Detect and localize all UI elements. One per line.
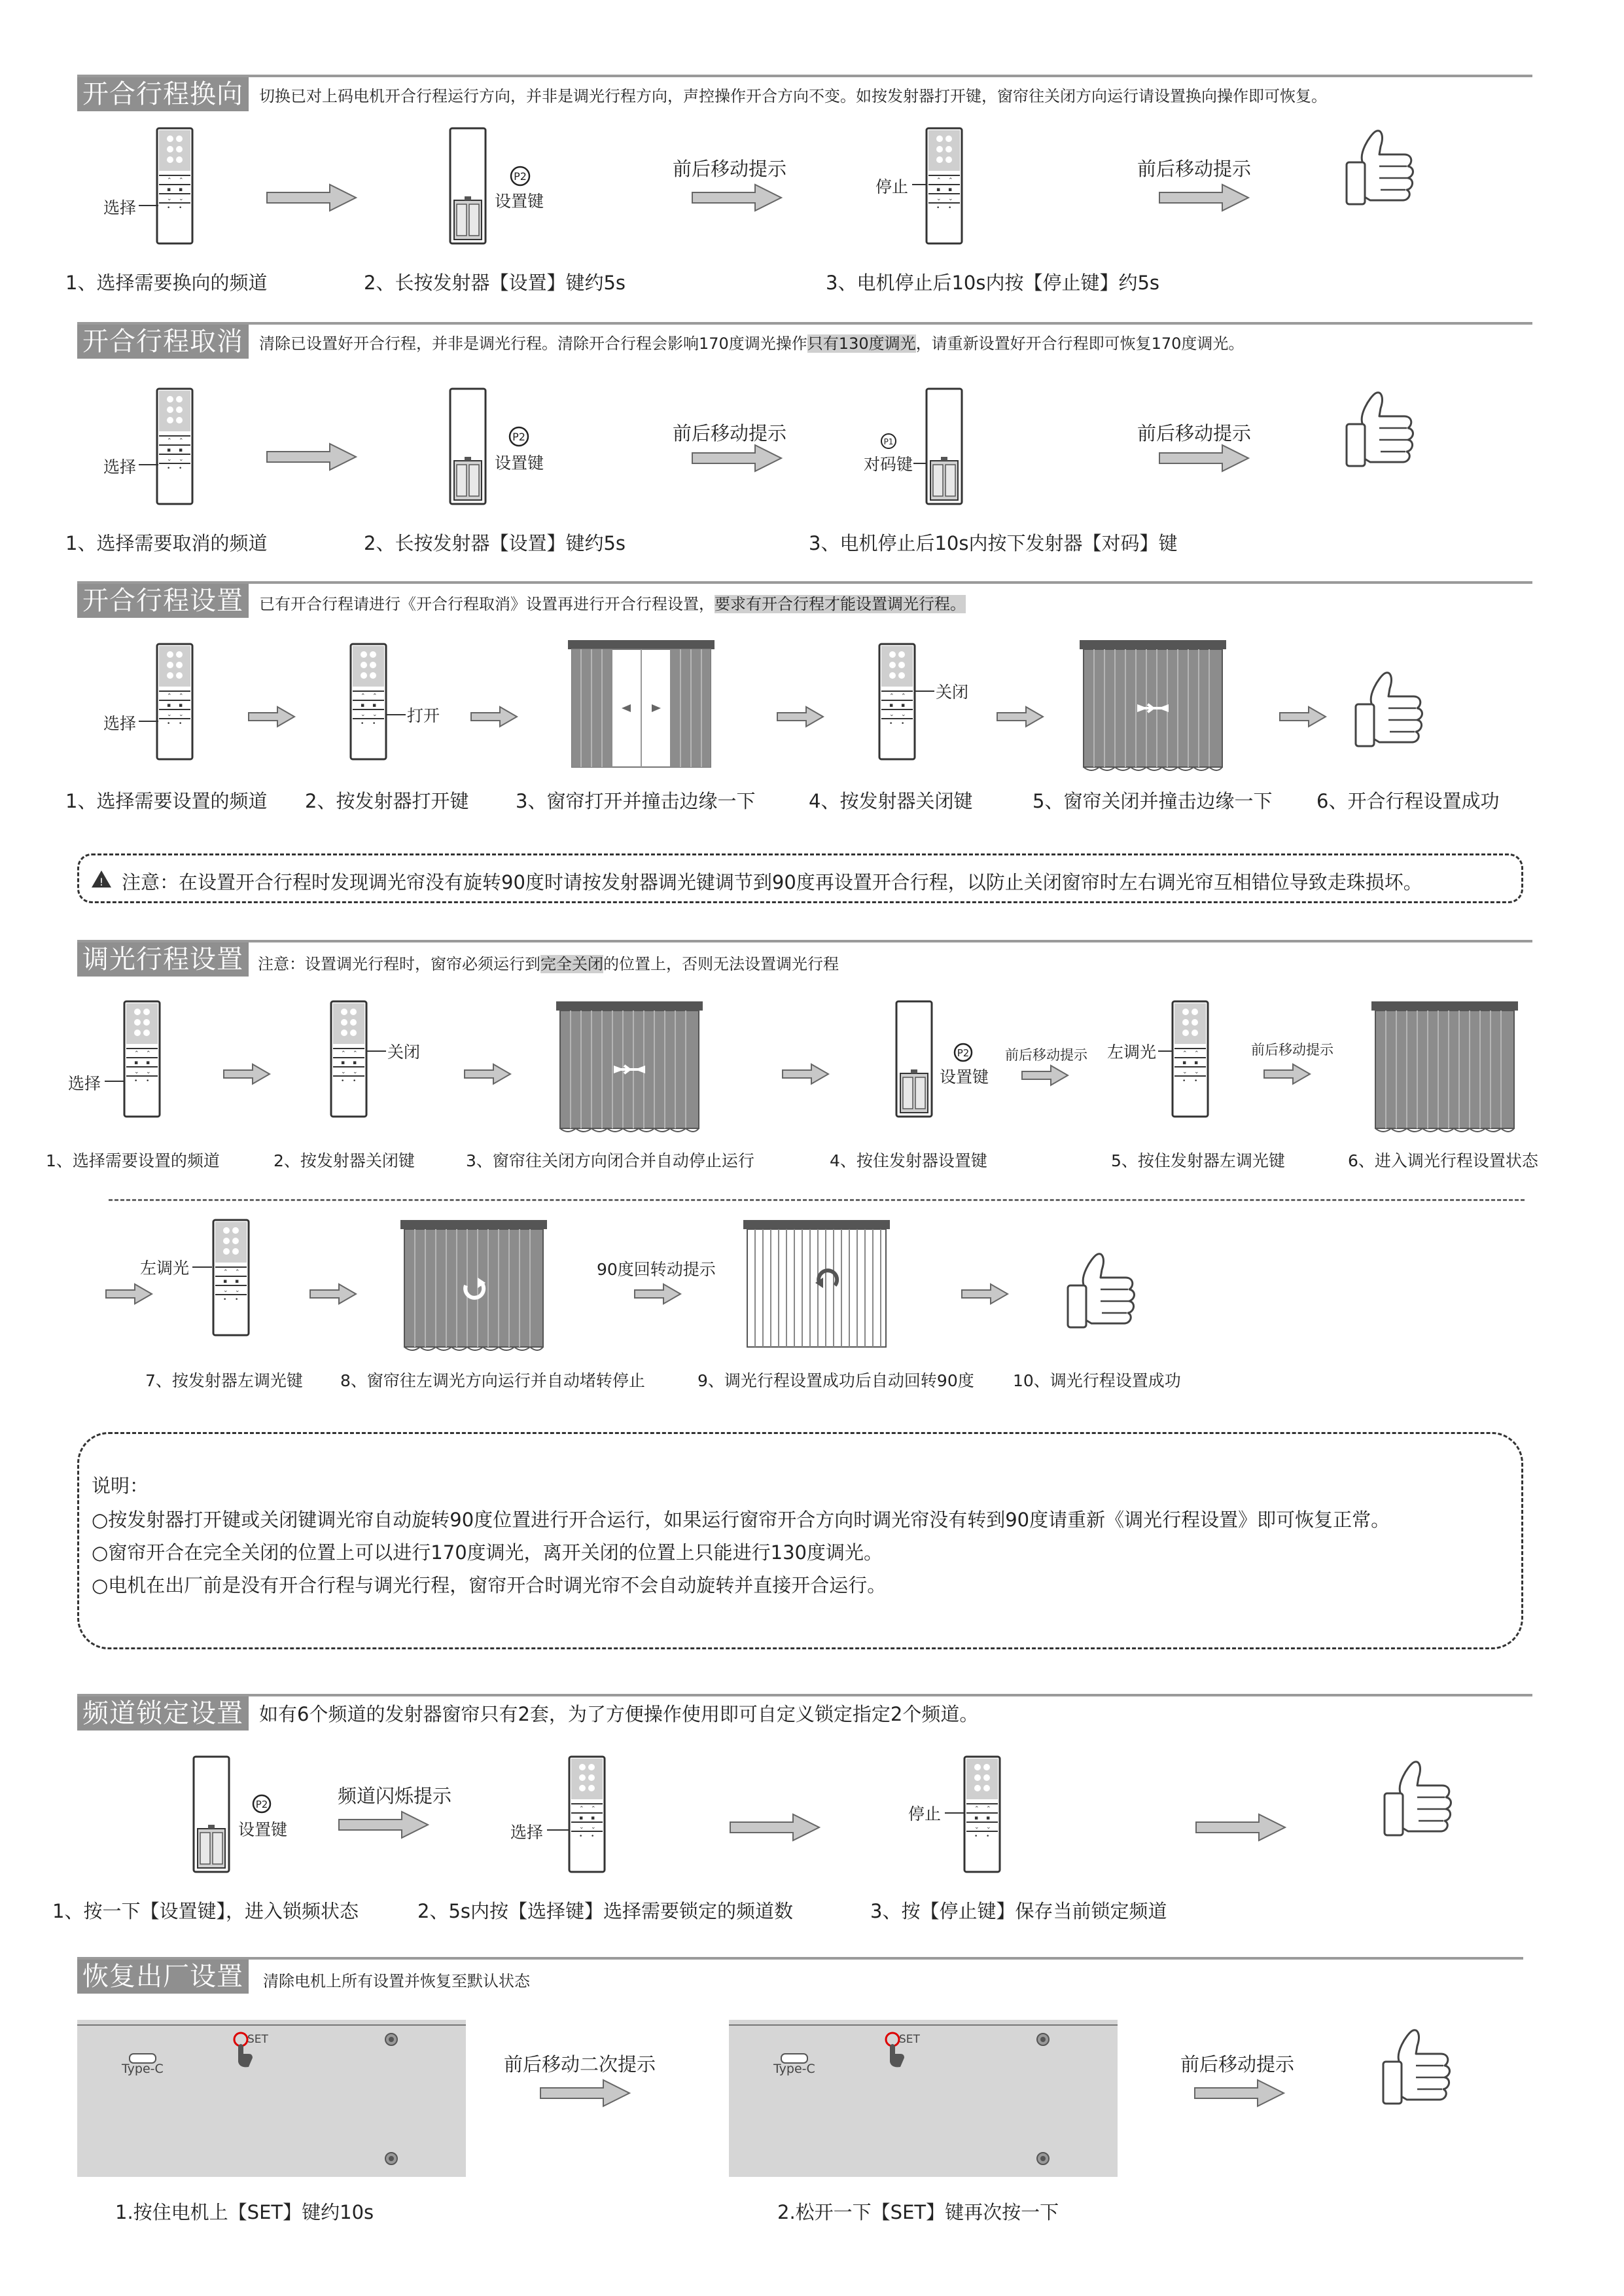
section-title-cancel: 开合行程取消 — [77, 325, 249, 359]
section-rule — [77, 940, 1532, 942]
step-caption: 4、按发射器关闭键 — [809, 790, 973, 812]
svg-text:P2: P2 — [512, 431, 525, 443]
p2-badge-icon — [508, 425, 530, 448]
curtain-closed-icon — [556, 1001, 704, 1139]
arrow-icon — [783, 1064, 830, 1085]
curtain-closed-icon — [1080, 640, 1227, 778]
hint-rotate: 90度回转动提示 — [597, 1260, 716, 1279]
arrow-icon — [997, 707, 1044, 728]
arrow-icon — [692, 185, 784, 211]
step-caption: 3、电机停止后10s内按【停止键】约5s — [826, 272, 1160, 294]
hint-move-twice: 前后移动二次提示 — [504, 2053, 656, 2075]
label-select: 选择 — [103, 457, 137, 476]
step-caption: 5、按住发射器左调光键 — [1111, 1151, 1285, 1170]
step-caption: 1、选择需要换向的频道 — [65, 272, 268, 294]
hint-move: 前后移动提示 — [1251, 1042, 1333, 1058]
curtain-sheer-icon — [743, 1220, 891, 1357]
arrow-icon — [730, 1814, 822, 1840]
step-caption: 1、选择需要设置的频道 — [65, 790, 268, 812]
arrow-icon — [1195, 2080, 1286, 2106]
step-caption: 1、选择需要取消的频道 — [65, 532, 268, 554]
arrow-icon — [339, 1812, 431, 1838]
p1-badge-icon — [879, 432, 898, 450]
section-title-openclose: 开合行程设置 — [77, 584, 249, 618]
arrow-icon — [267, 444, 359, 470]
remote-icon — [1173, 1001, 1212, 1119]
divider — [109, 1199, 1525, 1201]
label-pair: 对码键 — [864, 455, 913, 474]
pointer-line — [547, 1829, 569, 1831]
pointer-line — [139, 720, 158, 723]
arrow-icon — [465, 1064, 512, 1085]
hint-move: 前后移动提示 — [1137, 158, 1252, 180]
label-leftdim: 左调光 — [1107, 1043, 1157, 1062]
arrow-icon — [635, 1284, 682, 1305]
hint-move: 前后移动提示 — [1180, 2053, 1295, 2075]
remote-icon — [351, 644, 390, 762]
step-caption: 1.按住电机上【SET】键约10s — [115, 2201, 374, 2223]
pointer-line — [945, 1812, 966, 1814]
step-caption: 2、长按发射器【设置】键约5s — [364, 272, 626, 294]
arrow-icon — [249, 707, 296, 728]
p2-badge-icon — [953, 1042, 974, 1063]
step-caption: 2、按发射器打开键 — [305, 790, 469, 812]
thumbs-up-icon — [1353, 670, 1432, 755]
thumbs-up-icon — [1382, 1759, 1460, 1844]
arrow-icon — [224, 1064, 271, 1085]
arrow-icon — [310, 1284, 357, 1305]
arrow-icon — [1159, 445, 1251, 471]
explain-line: ○按发射器打开键或关闭键调光帘自动旋转90度位置进行开合运行，如果运行窗帘开合方向时调光帘没有转到90度请重新《调光行程设置》即可恢复正常。 — [92, 1509, 1390, 1531]
label-open: 打开 — [407, 706, 440, 725]
explain-line: ○电机在出厂前是没有开合行程与调光行程，窗帘开合时调光帘不会自动旋转并直接开合运行。 — [92, 1574, 887, 1596]
step-caption: 7、按发射器左调光键 — [145, 1371, 303, 1390]
section-desc-openclose: 已有开合行程请进行《开合行程取消》设置再进行开合行程设置，要求有开合行程才能设置调光行程。 — [259, 595, 966, 613]
section-title-reset: 恢复出厂设置 — [77, 1960, 249, 1994]
p2-badge-icon — [509, 165, 531, 187]
motor-panel — [77, 2020, 466, 2177]
arrow-icon — [540, 2080, 632, 2106]
pointer-line — [139, 204, 158, 207]
hint-blink: 频道闪烁提示 — [338, 1785, 452, 1807]
hint-move: 前后移动提示 — [673, 158, 787, 180]
thumbs-up-icon — [1381, 2028, 1459, 2113]
step-caption: 1、选择需要设置的频道 — [46, 1151, 220, 1170]
step-caption: 3、按【停止键】保存当前锁定频道 — [870, 1900, 1167, 1922]
set-label[interactable]: SET — [247, 2033, 268, 2046]
p2-badge-icon — [251, 1793, 272, 1814]
remote-icon — [927, 128, 966, 246]
hint-move: 前后移动提示 — [1137, 422, 1252, 444]
remote-back-icon — [450, 128, 489, 246]
svg-text:P1: P1 — [883, 437, 894, 446]
label-stop: 停止 — [875, 177, 909, 196]
label-setkey: 设置键 — [495, 192, 544, 211]
typec-label: Type-C — [122, 2062, 164, 2076]
section-rule — [77, 1694, 1532, 1696]
remote-back-icon — [194, 1757, 233, 1874]
arrow-icon — [1196, 1814, 1288, 1840]
section-rule — [77, 322, 1532, 325]
step-caption: 2.松开一下【SET】键再次按一下 — [777, 2201, 1059, 2223]
label-leftdim: 左调光 — [140, 1259, 190, 1278]
label-select: 选择 — [68, 1074, 101, 1093]
step-caption: 3、窗帘打开并撞击边缘一下 — [516, 790, 756, 812]
step-caption: 2、5s内按【选择键】选择需要锁定的频道数 — [417, 1900, 794, 1922]
pointer-line — [105, 1080, 124, 1083]
step-caption: 6、开合行程设置成功 — [1316, 790, 1500, 812]
pointer-line — [912, 183, 928, 186]
pointer-line — [366, 1050, 386, 1052]
hint-move: 前后移动提示 — [1005, 1047, 1087, 1063]
svg-text:!: ! — [99, 876, 104, 888]
section-title-direction: 开合行程换向 — [77, 77, 249, 111]
remote-icon — [331, 1001, 370, 1119]
curtain-closed-icon — [1371, 1001, 1519, 1139]
arrow-icon — [1159, 185, 1251, 211]
remote-back-icon — [450, 389, 489, 507]
pointer-line — [1158, 1050, 1173, 1052]
thumbs-up-icon — [1065, 1251, 1144, 1336]
remote-back-icon — [927, 389, 966, 507]
curtain-rotate-icon — [400, 1220, 548, 1357]
svg-text:P2: P2 — [957, 1047, 970, 1059]
label-select: 选择 — [103, 714, 137, 733]
pointer-line — [192, 1266, 212, 1268]
step-caption: 1、按一下【设置键】，进入锁频状态 — [52, 1900, 359, 1922]
warning-text: 注意：在设置开合行程时发现调光帘没有旋转90度时请按发射器调光键调节到90度再设置开合行程，以防止关闭窗帘时左右调光帘互相错位导致走珠损坏。 — [122, 871, 1422, 893]
label-close: 关闭 — [387, 1043, 421, 1062]
section-desc-lock: 如有6个频道的发射器窗帘只有2套，为了方便操作使用即可自定义锁定指定2个频道。 — [259, 1703, 979, 1725]
section-desc-reset: 清除电机上所有设置并恢复至默认状态 — [263, 1972, 530, 1990]
step-caption: 2、按发射器关闭键 — [274, 1151, 415, 1170]
remote-icon — [879, 644, 919, 762]
label-setkey: 设置键 — [940, 1067, 989, 1086]
set-label[interactable]: SET — [899, 2033, 920, 2046]
pointer-line — [139, 463, 158, 466]
remote-back-icon — [896, 1001, 936, 1119]
thumbs-up-icon — [1344, 390, 1422, 475]
arrow-icon — [1264, 1064, 1311, 1085]
remote-icon — [124, 1001, 164, 1119]
section-desc-cancel: 清除已设置好开合行程，并非是调光行程。清除开合行程会影响170度调光操作只有130度调光，请重新设置好开合行程即可恢复170度调光。 — [259, 334, 1244, 353]
arrow-icon — [692, 445, 784, 471]
svg-text:P2: P2 — [255, 1799, 268, 1810]
arrow-icon — [267, 185, 359, 211]
remote-icon — [213, 1220, 253, 1338]
remote-icon — [964, 1757, 1004, 1874]
arrow-icon — [1022, 1066, 1069, 1086]
curtain-open-icon — [568, 640, 716, 778]
explain-title: 说明： — [92, 1475, 149, 1497]
arrow-icon — [777, 707, 824, 728]
label-close: 关闭 — [936, 683, 969, 702]
remote-icon — [157, 128, 196, 246]
pointer-line — [386, 713, 406, 716]
thumbs-up-icon — [1344, 128, 1422, 213]
hint-move: 前后移动提示 — [673, 422, 787, 444]
remote-icon — [157, 389, 196, 507]
section-title-dimming: 调光行程设置 — [77, 942, 249, 977]
section-title-lock: 频道锁定设置 — [77, 1696, 249, 1731]
label-setkey: 设置键 — [495, 454, 544, 473]
label-setkey: 设置键 — [238, 1820, 288, 1839]
label-select: 选择 — [510, 1823, 544, 1842]
typec-label: Type-C — [773, 2062, 815, 2076]
remote-icon — [157, 644, 196, 762]
remote-icon — [569, 1757, 609, 1874]
section-desc-dimming: 注意：设置调光行程时，窗帘必须运行到完全关闭的位置上，否则无法设置调光行程 — [258, 955, 839, 973]
step-caption: 3、窗帘往关闭方向闭合并自动停止运行 — [466, 1151, 754, 1170]
arrow-icon — [106, 1284, 153, 1305]
explain-line: ○窗帘开合在完全关闭的位置上可以进行170度调光，离开关闭的位置上只能进行130度调光。 — [92, 1541, 883, 1564]
step-caption: 9、调光行程设置成功后自动回转90度 — [697, 1371, 974, 1390]
section-rule — [77, 581, 1532, 584]
step-caption: 4、按住发射器设置键 — [830, 1151, 987, 1170]
arrow-icon — [471, 707, 518, 728]
arrow-icon — [1280, 707, 1327, 728]
step-caption: 5、窗帘关闭并撞击边缘一下 — [1033, 790, 1273, 812]
section-desc-direction: 切换已对上码电机开合行程运行方向，并非是调光行程方向，声控操作开合方向不变。如按发射器打开键，窗帘往关闭方向运行请设置换向操作即可恢复。 — [259, 87, 1327, 105]
svg-text:P2: P2 — [514, 170, 527, 183]
step-caption: 8、窗帘往左调光方向运行并自动堵转停止 — [340, 1371, 645, 1390]
step-caption: 10、调光行程设置成功 — [1013, 1371, 1181, 1390]
pointer-line — [915, 690, 934, 692]
motor-panel — [729, 2020, 1118, 2177]
section-rule — [77, 75, 1532, 77]
section-rule — [77, 1957, 1523, 1960]
step-caption: 6、进入调光行程设置状态 — [1348, 1151, 1538, 1170]
warning-icon — [90, 869, 113, 889]
arrow-icon — [962, 1284, 1009, 1305]
step-caption: 2、长按发射器【设置】键约5s — [364, 532, 626, 554]
label-select: 选择 — [103, 198, 137, 217]
step-caption: 3、电机停止后10s内按下发射器【对码】键 — [809, 532, 1178, 554]
label-stop: 停止 — [908, 1804, 942, 1823]
